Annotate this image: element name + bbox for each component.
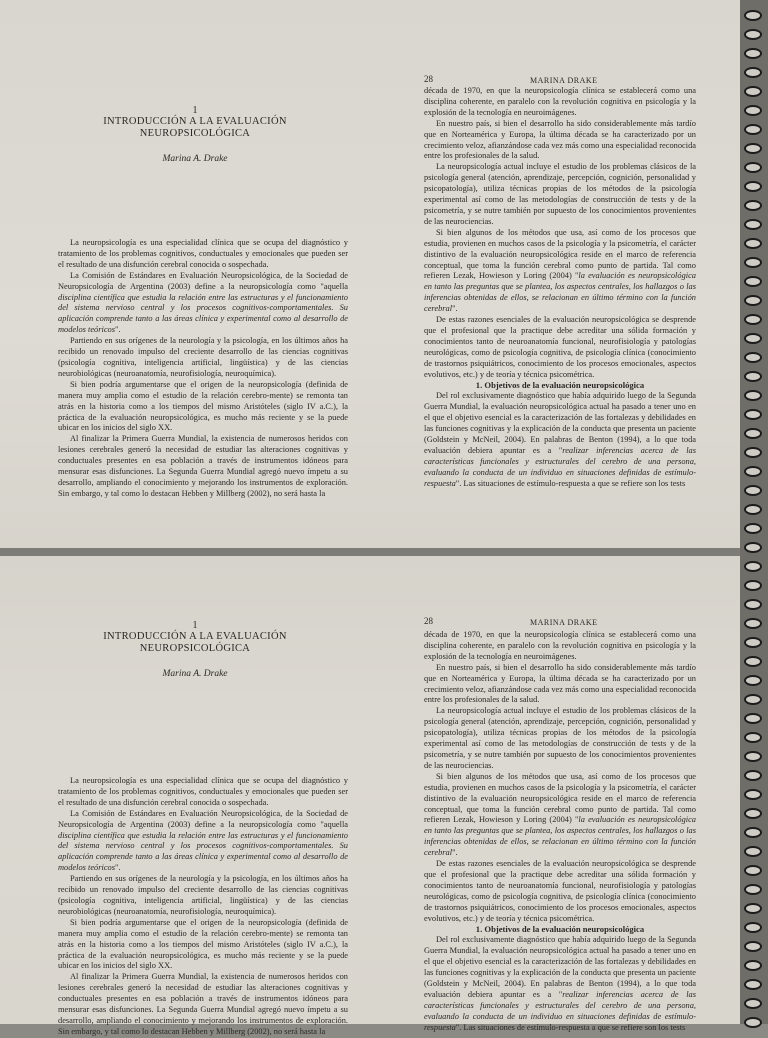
spiral-coil: [744, 789, 762, 800]
spiral-coil: [744, 466, 762, 477]
spiral-coil: [744, 352, 762, 363]
spiral-coil: [744, 618, 762, 629]
paragraph: De estas razones esenciales de la evaluación neuropsicológica se desprende que el profesional que la practique debe acreditar una sólida formación y conocimientos tanto de neuroanatomía funcional, neurofisiología y patologías neurológicas, como de psicología cognitiva, de psicología clínica (conocimiento de trastornos psiquiátricos, conocimiento de los procesos emocionales, aspectos evolutivos, etc.) y de teoría y técnica psicométrica.: [424, 315, 696, 379]
spiral-coil: [744, 865, 762, 876]
spiral-coil: [744, 637, 762, 648]
chapter-heading: [60, 620, 330, 679]
spiral-coil: [744, 428, 762, 439]
spiral-coil: [744, 808, 762, 819]
spiral-coil: [744, 10, 762, 21]
paragraph: La neuropsicología actual incluye el estudio de los problemas clásicos de la psicología general (atención, aprendizaje, percepción, cognición, personalidad y psicopatología), utiliza técnicas propias de los métodos de la psicología experimental así como de las metodologías de construcción de tests y de la psicometría, y se nutre también por supuesto de los conocimientos provenientes de las neurociencias.: [424, 706, 696, 770]
spiral-coil: [744, 447, 762, 458]
chapter-author: Marina A. Drake: [162, 669, 228, 679]
section-title: 1. Objetivos de la evaluación neuropsicológica: [475, 380, 645, 391]
chapter-title-line2: NEUROPSICOLÓGICA: [139, 643, 251, 654]
paragraph: Si bien algunos de los métodos que usa, así como de los procesos que estudia, provienen en muchos casos de la psicología y la psicometría, el carácter distintivo de la evaluación neuropsicológica reside en el marco de referencia conceptual, que toma la función cerebral como punto de partida. Tal como refieren Lezak, Howieson y Loring (2004) "la evaluación es neuropsicológica en tanto las preguntas que se plantea, los aspectos centrales, los hallazgos o las inferencias obtenidas de ellos, se relacionan en último término con la función cerebral".: [424, 227, 696, 314]
chapter-title-line1: INTRODUCCIÓN A LA EVALUACIÓN: [103, 631, 287, 642]
spiral-coil: [744, 276, 762, 287]
left-column-text: [58, 776, 348, 1038]
spiral-coil: [744, 485, 762, 496]
paragraph: Del rol exclusivamente diagnóstico que había adquirido luego de la Segunda Guerra Mundial, la evaluación neuropsicológica actual ha pasado a tener uno en el que el objetivo esencial es la caracterización de las fortalezas y debilidades en las funciones cognitivas y la explicación de la conducta que presenta un paciente (Goldstein y McNeil, 2004). En palabras de Benton (1994), a lo que toda evaluación debiera apuntar es a "realizar inferencias acerca de las características funcionales y estructurales del cerebro de una persona, evaluando la conducta de un individuo en situaciones definidas de estímulo-respuesta". Las situaciones de estímulo-respuesta a que se refiere son los tests: [424, 935, 696, 1032]
running-head: MARINA DRAKE: [530, 76, 598, 85]
paragraph: Si bien podría argumentarse que el origen de la neuropsicología (definida de manera muy amplia como el estudio de la relación cerebro-mente) se remonta tan atrás en la historia como a los tiempos del mismo Aristóteles (siglo IV a.C.), la práctica de la evaluación neuropsicológica, es mucho más reciente y se la puede ubicar en los inicios del siglo XX.: [58, 917, 348, 971]
spiral-coil: [744, 390, 762, 401]
spiral-coil: [744, 599, 762, 610]
chapter-number: 1: [192, 620, 198, 631]
paragraph: Partiendo en sus orígenes de la neurología y la psicología, en los últimos años ha recibido un renovado impulso del creciente desarrollo de las ciencias cognitivas (psicología cognitiva, inteligencia artificial, lingüística) y de las ciencias neurobiológicas (neuroanatomía, neurofisiología, neuroquímica).: [58, 336, 348, 378]
spiral-binding: [740, 0, 768, 1024]
spiral-coil: [744, 257, 762, 268]
paragraph: La neuropsicología es una especialidad clínica que se ocupa del diagnóstico y tratamiento de los problemas cognitivos, conductuales y emocionales que pueden ser el resultado de una disfunción cerebral conocida o sospechada.: [58, 776, 348, 807]
paragraph: década de 1970, en que la neuropsicología clínica se establecerá como una disciplina coherente, en paralelo con la revolución cognitiva en psicología y la explosión de la tecnología en neuroimágenes.: [424, 86, 696, 117]
spiral-coil: [744, 694, 762, 705]
spiral-coil: [744, 162, 762, 173]
spiral-coil: [744, 181, 762, 192]
paragraph: Partiendo en sus orígenes de la neurología y la psicología, en los últimos años ha recibido un renovado impulso del creciente desarrollo de las ciencias cognitivas (psicología cognitiva, inteligencia artificial, lingüística) y de las ciencias neurobiológicas (neuroanatomía, neurofisiología, neuroquímica).: [58, 874, 348, 916]
spiral-coil: [744, 219, 762, 230]
spiral-coil: [744, 656, 762, 667]
page-number: 28: [424, 616, 433, 626]
spiral-coil: [744, 846, 762, 857]
spiral-coil: [744, 542, 762, 553]
chapter-author: Marina A. Drake: [162, 154, 228, 164]
spiral-coil: [744, 238, 762, 249]
spiral-coil: [744, 86, 762, 97]
spiral-coil: [744, 314, 762, 325]
spiral-coil: [744, 105, 762, 116]
spiral-coil: [744, 941, 762, 952]
page-number: 28: [424, 74, 433, 84]
document-page-bottom: [0, 556, 740, 1036]
spiral-coil: [744, 979, 762, 990]
running-head: MARINA DRAKE: [530, 618, 598, 627]
paragraph: Al finalizar la Primera Guerra Mundial, la existencia de numerosos heridos con lesiones cerebrales generó la necesidad de estudiar las alteraciones cognitivas y conductuales presentes en esa población a través de instrumentos idóneos para mensurar esas disfunciones. La Segunda Guerra Mundial agregó nuevo ímpetu a su desarrollo, ampliando el conocimiento y mejorando los instrumentos de exploración. Sin embargo, y tal como lo destacan Hebben y Millberg (2002), no será hasta la: [58, 972, 348, 1036]
spiral-coil: [744, 1017, 762, 1028]
paragraph: Al finalizar la Primera Guerra Mundial, la existencia de numerosos heridos con lesiones cerebrales generó la necesidad de estudiar las alteraciones cognitivas y conductuales presentes en esa población a través de instrumentos idóneos para mensurar esas disfunciones. La Segunda Guerra Mundial agregó nuevo ímpetu a su desarrollo, ampliando el conocimiento y mejorando los instrumentos de exploración. Sin embargo, y tal como lo destacan Hebben y Millberg (2002), no será hasta la: [58, 434, 348, 498]
spiral-coil: [744, 675, 762, 686]
paragraph: La neuropsicología es una especialidad clínica que se ocupa del diagnóstico y tratamiento de los problemas cognitivos, conductuales y emocionales que pueden ser el resultado de una disfunción cerebral conocida o sospechada.: [58, 238, 348, 269]
spiral-coil: [744, 751, 762, 762]
spiral-coil: [744, 143, 762, 154]
paragraph: Si bien podría argumentarse que el origen de la neuropsicología (definida de manera muy amplia como el estudio de la relación cerebro-mente) se remonta tan atrás en la historia como a los tiempos del mismo Aristóteles (siglo IV a.C.), la práctica de la evaluación neuropsicológica, es mucho más reciente y se la puede ubicar en los inicios del siglo XX.: [58, 379, 348, 433]
chapter-title-line1: INTRODUCCIÓN A LA EVALUACIÓN: [103, 116, 287, 127]
spiral-coil: [744, 409, 762, 420]
spiral-coil: [744, 998, 762, 1009]
spiral-coil: [744, 29, 762, 40]
spiral-coil: [744, 770, 762, 781]
spiral-coil: [744, 713, 762, 724]
spiral-coil: [744, 732, 762, 743]
spiral-coil: [744, 124, 762, 135]
photo-divider: [0, 548, 740, 556]
spiral-coil: [744, 504, 762, 515]
spiral-coil: [744, 903, 762, 914]
paragraph: En nuestro país, si bien el desarrollo ha sido considerablemente más tardío que en Norteamérica y Europa, la última década se ha caracterizado por un crecimiento veloz, afianzándose cada vez más como una especialidad reconocida entre los profesionales de la salud.: [424, 118, 696, 161]
spiral-coil: [744, 200, 762, 211]
spiral-coil: [744, 523, 762, 534]
spiral-coil: [744, 371, 762, 382]
spiral-coil: [744, 67, 762, 78]
left-column-text: [58, 238, 348, 500]
paragraph: En nuestro país, si bien el desarrollo ha sido considerablemente más tardío que en Norteamérica y Europa, la última década se ha caracterizado por un crecimiento veloz, afianzándose cada vez más como una especialidad reconocida entre los profesionales de la salud.: [424, 662, 696, 705]
spiral-coil: [744, 922, 762, 933]
spiral-coil: [744, 884, 762, 895]
paragraph: De estas razones esenciales de la evaluación neuropsicológica se desprende que el profesional que la practique debe acreditar una sólida formación y conocimientos tanto de neuroanatomía funcional, neurofisiología y patologías neurológicas, como de psicología cognitiva, de psicología clínica (conocimiento de trastornos psiquiátricos, conocimiento de los procesos emocionales, aspectos evolutivos, etc.) y de teoría y técnica psicométrica.: [424, 859, 696, 923]
paragraph: La Comisión de Estándares en Evaluación Neuropsicológica, de la Sociedad de Neuropsicología de Argentina (2003) define a la neuropsicología como "aquella disciplina científica que estudia la relación entre las estructuras y el funcionamiento del sistema nervioso central y los procesos cognitivos-comportamentales. Su aplicación comprende tanto a las áreas clínica y experimental como al desarrollo de modelos teóricos".: [58, 270, 348, 335]
paragraph: La neuropsicología actual incluye el estudio de los problemas clásicos de la psicología general (atención, aprendizaje, percepción, cognición, personalidad y psicopatología), utiliza técnicas propias de los métodos de la psicología experimental así como de las metodologías de construcción de tests y de la psicometría, y se nutre también por supuesto de los conocimientos provenientes de las neurociencias.: [424, 162, 696, 226]
right-column-text: [424, 630, 696, 1034]
spiral-coil: [744, 333, 762, 344]
chapter-number: 1: [192, 105, 198, 116]
chapter-heading: [60, 105, 330, 164]
spiral-coil: [744, 561, 762, 572]
chapter-title-line2: NEUROPSICOLÓGICA: [139, 128, 251, 139]
right-column-text: [424, 86, 696, 490]
spiral-coil: [744, 295, 762, 306]
paragraph: La Comisión de Estándares en Evaluación Neuropsicológica, de la Sociedad de Neuropsicología de Argentina (2003) define a la neuropsicología como "aquella disciplina científica que estudia la relación entre las estructuras y el funcionamiento del sistema nervioso central y los procesos cognitivos-comportamentales. Su aplicación comprende tanto a las áreas clínica y experimental como al desarrollo de modelos teóricos".: [58, 808, 348, 873]
spiral-coil: [744, 580, 762, 591]
spiral-coil: [744, 827, 762, 838]
paragraph: Del rol exclusivamente diagnóstico que había adquirido luego de la Segunda Guerra Mundial, la evaluación neuropsicológica actual ha pasado a tener uno en el que el objetivo esencial es la caracterización de las fortalezas y debilidades en las funciones cognitivas y la explicación de la conducta que presenta un paciente (Goldstein y McNeil, 2004). En palabras de Benton (1994), a lo que toda evaluación debiera apuntar es a "realizar inferencias acerca de las características funcionales y estructurales del cerebro de una persona, evaluando la conducta de un individuo en situaciones definidas de estímulo-respuesta". Las situaciones de estímulo-respuesta a que se refiere son los tests: [424, 391, 696, 488]
section-title: 1. Objetivos de la evaluación neuropsicológica: [475, 924, 645, 935]
paragraph: década de 1970, en que la neuropsicología clínica se establecerá como una disciplina coherente, en paralelo con la revolución cognitiva en psicología y la explosión de la tecnología en neuroimágenes.: [424, 630, 696, 661]
spiral-coil: [744, 48, 762, 59]
spiral-coil: [744, 960, 762, 971]
paragraph: Si bien algunos de los métodos que usa, así como de los procesos que estudia, provienen en muchos casos de la psicología y la psicometría, el carácter distintivo de la evaluación neuropsicológica reside en el marco de referencia conceptual, que toma la función cerebral como punto de partida. Tal como refieren Lezak, Howieson y Loring (2004) "la evaluación es neuropsicológica en tanto las preguntas que se plantea, los aspectos centrales, los hallazgos o las inferencias obtenidas de ellos, se relacionan en último término con la función cerebral".: [424, 771, 696, 858]
